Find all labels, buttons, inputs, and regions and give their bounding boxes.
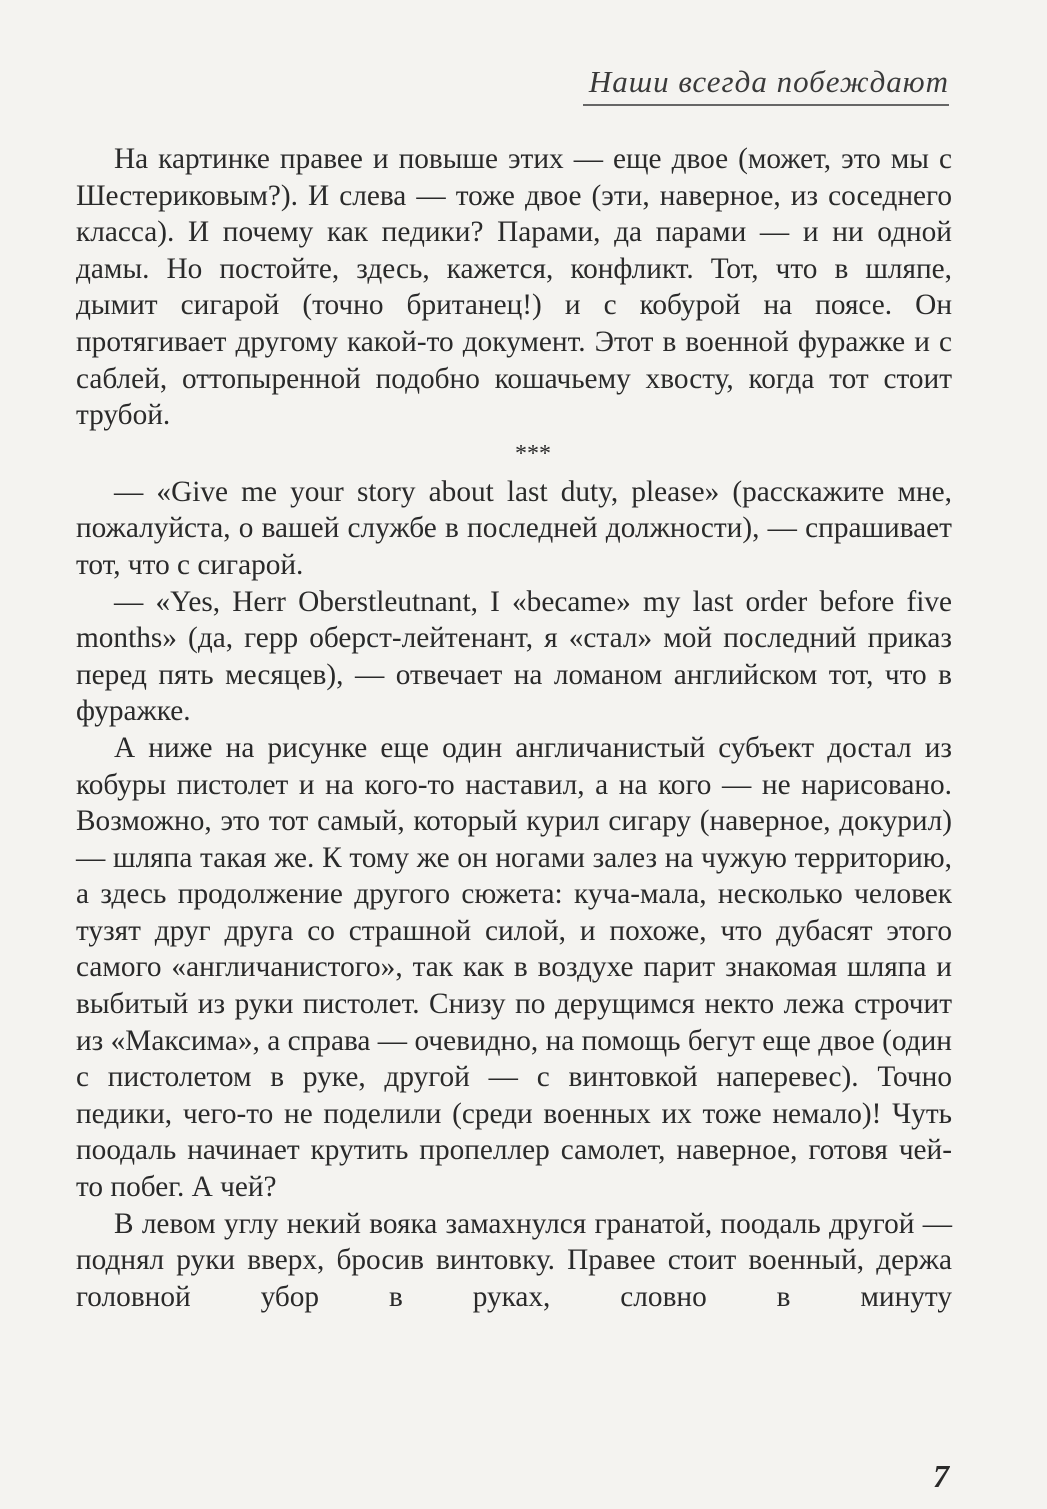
section-separator: *** (515, 440, 551, 467)
body-text (76, 141, 952, 1315)
page-number: 7 (933, 1458, 949, 1494)
paragraph: В левом углу некий вояка замахнулся гранатой, поодаль другой — поднял руки вверх, бросив винтовку. Правее стоит военный, держа головной убор в руках, словно в минуту (76, 1207, 952, 1313)
paragraph: — «Give me your story about last duty, please» (расскажите мне, пожалуйста, о вашей службе в последней должности), — спрашивает тот, что с сигарой. (76, 475, 952, 581)
paragraph: А ниже на рисунке еще один англичанистый субъект достал из кобуры пистолет и на кого-то наставил, а на кого — не нарисовано. Возможно, это тот самый, который курил сигару (наверное, докурил) — шляпа такая же. К тому же он ногами залез на чужую территорию, а здесь продолжение другого сюжета: куча-мала, несколько человек тузят друг друга со страшной силой, и похоже, что дубасят этого самого «англичанистого», так как в воздухе парит знакомая шляпа и выбитый из руки пистолет. Снизу по дерущимся некто лежа строчит из «Максима», а справа — очевидно, на помощь бегут еще двое (один с пистолетом в руке, другой — с винтовкой наперевес). Точно педики, чего-то не поделили (среди военных их тоже немало)! Чуть поодаль начинает крутить пропеллер самолет, наверное, готовя чей-то побег. А чей? (76, 731, 952, 1204)
header-rule (583, 104, 949, 106)
paragraph: На картинке правее и повыше этих — еще двое (может, это мы с Шестериковым?). И слева — тоже двое (эти, наверное, из соседнего класса). И почему как педики? Парами, да парами — и ни одной дамы. Но постойте, здесь, кажется, конфликт. Тот, что в шляпе, дымит сигарой (точно британец!) и с кобурой на поясе. Он протягивает другому какой-то документ. Этот в военной фуражке и с саблей, оттопыренной подобно кошачьему хвосту, когда тот стоит трубой. (76, 143, 952, 432)
running-head: Наши всегда побеждают (588, 64, 949, 99)
paragraph: — «Yes, Herr Oberstleutnant, I «became» my last order before five months» (да, герр оберст-лейтенант, я «стал» мой последний приказ перед пять месяцев), — отвечает на ломаном английском тот, что в фуражке. (76, 585, 952, 728)
